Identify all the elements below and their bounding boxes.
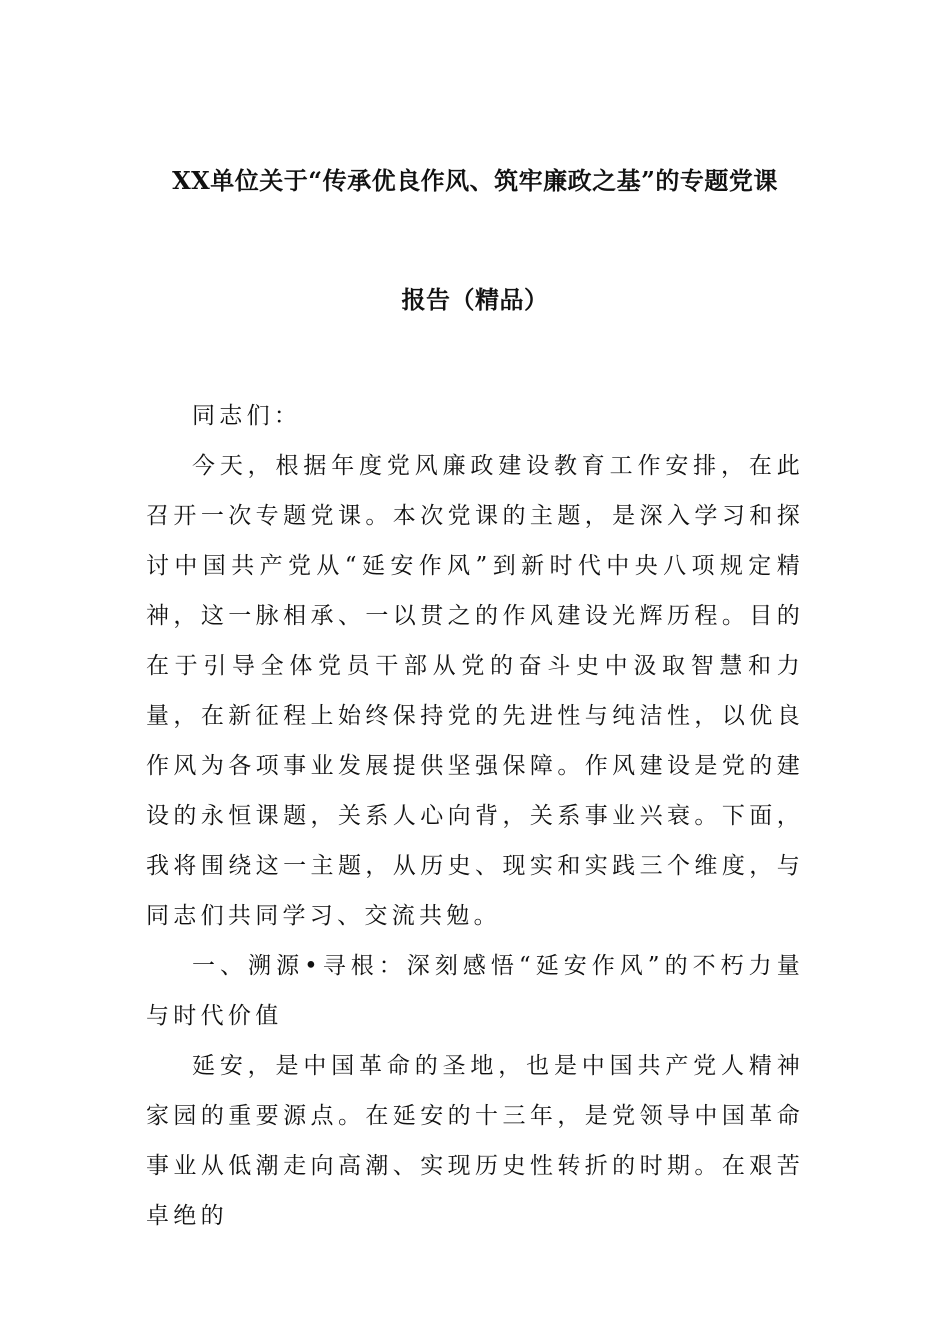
section-heading-1: 一、溯源•寻根：深刻感悟“延安作风”的不朽力量与时代价值 [146,953,804,1029]
intro-paragraph: 今天，根据年度党风廉政建设教育工作安排，在此召开一次专题党课。本次党课的主题，是深入学习和探讨中国共产党从“延安作风”到新时代中央八项规定精神，这一脉相承、一以贯之的作风建设光辉历程。目的在于引导全体党员干部从党的奋斗史中汲取智慧和力量，在新征程上始终保持党的先进性与纯洁性，以优良作风为各项事业发展提供坚强保障。作风建设是党的建设的永恒课题，关系人心向背，关系事业兴衰。下面，我将围绕这一主题，从历史、现实和实践三个维度，与同志们共同学习、交流共勉。 [146,453,804,929]
salutation: 同志们： [192,403,302,429]
document-body [146,391,804,1241]
document-title-line-2: 报告（精品） [401,285,549,314]
document-title-line-1: XX单位关于“传承优良作风、筑牢廉政之基”的专题党课 [172,166,778,195]
section-1-paragraph: 延安，是中国革命的圣地，也是中国共产党人精神家园的重要源点。在延安的十三年，是党领导中国革命事业从低潮走向高潮、实现历史性转折的时期。在艰苦卓绝的 [146,1053,804,1229]
